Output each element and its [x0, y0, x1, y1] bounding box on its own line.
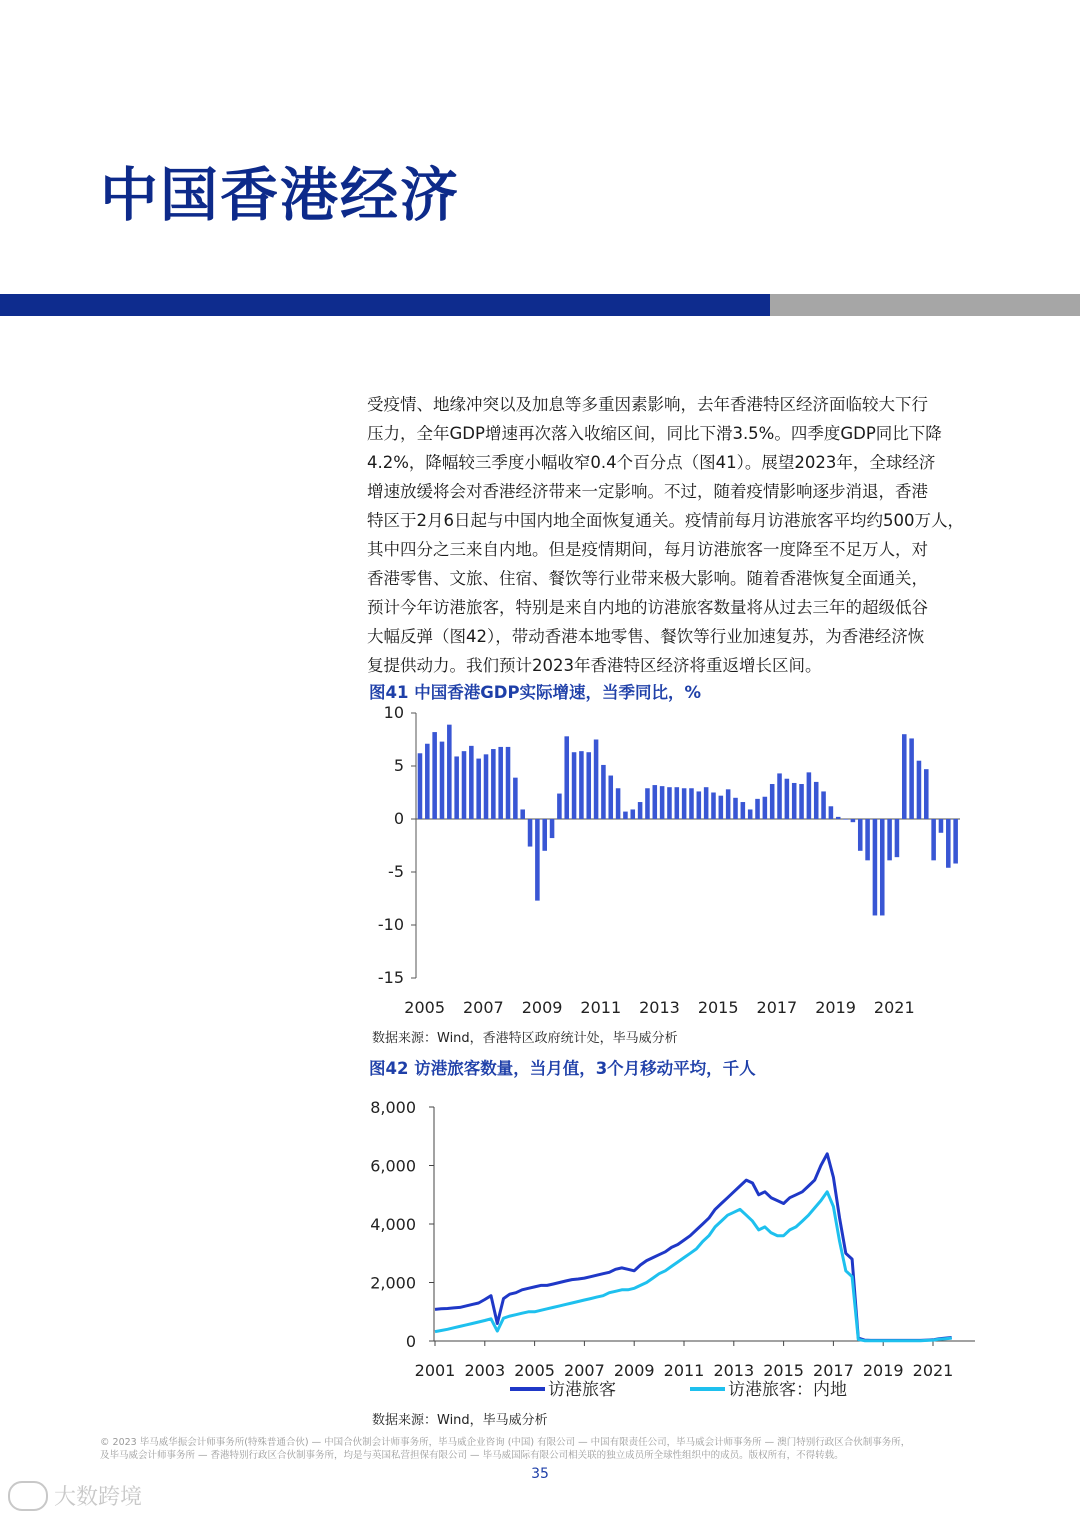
gdp-bar [836, 817, 841, 819]
gdp-bar [447, 725, 452, 819]
gdp-bar [821, 791, 826, 819]
gdp-bar [697, 791, 702, 819]
footer-copyright [100, 1436, 990, 1462]
x-tick-label: 2019 [815, 998, 856, 1017]
fig41-source: 数据来源：Wind，香港特区政府统计处，毕马威分析 [372, 1031, 678, 1046]
watermark-text: 大数跨境 [54, 1485, 143, 1510]
gdp-bar [726, 789, 731, 819]
gdp-bar [520, 809, 525, 819]
body-line: 复提供动力。我们预计2023年香港特区经济将重返增长区间。 [367, 656, 822, 675]
body-line: 增速放缓将会对香港经济带来一定影响。不过，随着疫情影响逐步消退，香港 [367, 482, 928, 501]
x-tick-label: 2021 [912, 1361, 954, 1380]
gdp-bar [601, 765, 606, 819]
gdp-bar [498, 747, 503, 819]
page-number: 35 [531, 1466, 549, 1482]
body-line: 4.2%，降幅较三季度小幅收窄0.4个百分点（图41）。展望2023年，全球经济 [367, 453, 936, 472]
gdp-bar [711, 793, 716, 820]
x-tick-label: 2013 [713, 1361, 755, 1380]
gdp-bar [425, 744, 430, 819]
gdp-bar [572, 752, 577, 819]
footer-line: 及毕马威会计师事务所 — 香港特别行政区合伙制事务所，均是与英国私营担保有限公司 — 毕马威国际有限公司相关联的独立成员所全球性组织中的成员。版权所有，不得转载。 [100, 1450, 844, 1461]
y-tick-label: 6,000 [370, 1156, 416, 1176]
y-tick-label: 8,000 [370, 1098, 416, 1117]
gdp-bar [550, 819, 555, 838]
body-line: 特区于2月6日起与中国内地全面恢复通关。疫情前每月访港旅客平均约500万人， [367, 511, 964, 530]
gdp-bar [770, 784, 775, 819]
gdp-bar [440, 742, 445, 819]
x-tick-label: 2017 [756, 998, 798, 1017]
gdp-bar [418, 753, 423, 819]
watermark-logo-icon [8, 1481, 48, 1511]
gdp-bar [557, 794, 562, 819]
gdp-bar [843, 819, 848, 820]
footer-line: © 2023 毕马威华振会计师事务所(特殊普通合伙) — 中国合伙制会计师事务所，毕马威企业咨询 (中国) 有限公司 — 中国有限责任公司，毕马威会计师事务所 — 澳门特别行政区合伙制事务所， [100, 1437, 911, 1448]
gdp-bar [432, 732, 437, 819]
gdp-bar [865, 819, 870, 860]
gdp-bar [675, 787, 680, 819]
gdp-bar [542, 819, 547, 851]
y-tick-label: 10 [383, 703, 404, 722]
gdp-bar [858, 819, 863, 851]
gdp-bar [887, 819, 892, 860]
x-tick-label: 2007 [564, 1361, 605, 1380]
gdp-bar [476, 759, 481, 819]
x-tick-label: 2005 [404, 998, 446, 1017]
gdp-bar [608, 776, 613, 819]
gdp-bar [953, 819, 958, 864]
gdp-bar [667, 787, 672, 819]
gdp-bar [895, 819, 900, 857]
body-line: 压力，全年GDP增速再次落入收缩区间，同比下滑3.5%。四季度GDP同比下降 [367, 424, 942, 443]
y-tick-label: 4,000 [370, 1215, 416, 1234]
gdp-bar [638, 802, 643, 819]
gdp-bar [829, 806, 834, 819]
series-line [435, 1154, 952, 1341]
y-tick-label: 0 [393, 809, 404, 828]
x-tick-label: 2013 [639, 998, 680, 1017]
y-tick-label: -5 [388, 862, 404, 881]
body-line: 受疫情、地缘冲突以及加息等多重因素影响，去年香港特区经济面临较大下行 [367, 395, 928, 414]
gdp-bar [528, 819, 533, 847]
fig42-source: 数据来源：Wind，毕马威分析 [372, 1413, 548, 1428]
page-title: 中国香港经济 [100, 161, 461, 229]
gdp-bar [851, 819, 856, 822]
gdp-bar [792, 783, 797, 819]
header-band-blue [0, 294, 770, 316]
body-line: 其中四分之三来自内地。但是疫情期间，每月访港旅客一度降至不足万人，对 [367, 540, 928, 559]
gdp-bar [513, 778, 518, 819]
gdp-bar [777, 773, 782, 819]
gdp-bar [630, 809, 635, 819]
gdp-bar [660, 786, 665, 819]
gdp-bar [939, 819, 944, 833]
legend-label: 访港旅客 [548, 1380, 616, 1400]
gdp-bar [469, 746, 474, 819]
body-paragraph [367, 390, 987, 680]
gdp-bar [873, 819, 878, 915]
gdp-bar [616, 788, 621, 819]
gdp-bar [462, 751, 467, 819]
gdp-bar [454, 756, 459, 819]
x-tick-label: 2009 [521, 998, 563, 1017]
gdp-bar [917, 761, 922, 819]
watermark [8, 1480, 142, 1511]
gdp-bar [763, 797, 768, 819]
x-tick-label: 2009 [613, 1361, 655, 1380]
gdp-bar [491, 749, 496, 819]
y-tick-label: 0 [405, 1332, 416, 1351]
fig42-title: 图42 访港旅客数量，当月值，3个月移动平均，千人 [369, 1059, 756, 1078]
x-tick-label: 2007 [463, 998, 504, 1017]
body-line: 香港零售、文旅、住宿、餐饮等行业带来极大影响。随着香港恢复全面通关， [367, 569, 928, 588]
gdp-bar [902, 734, 907, 819]
legend-label: 访港旅客：内地 [728, 1380, 847, 1400]
x-tick-label: 2001 [414, 1361, 456, 1380]
gdp-bar [586, 752, 591, 819]
x-tick-label: 2011 [663, 1361, 705, 1380]
gdp-bar [623, 812, 628, 819]
gdp-bar [924, 769, 929, 819]
header-band-grey [770, 294, 1080, 316]
x-tick-label: 2005 [514, 1361, 555, 1380]
gdp-bar [733, 798, 738, 819]
fig42-visitors-chart [360, 1092, 990, 1404]
gdp-bar [564, 736, 569, 819]
gdp-bar [946, 819, 951, 868]
gdp-bar [880, 819, 885, 915]
x-tick-label: 2019 [862, 1361, 904, 1380]
gdp-bar [741, 802, 746, 819]
y-tick-label: 5 [393, 756, 404, 775]
x-tick-label: 2017 [813, 1361, 854, 1380]
fig41-title: 图41 中国香港GDP实际增速，当季同比，% [369, 683, 702, 702]
gdp-bar [748, 809, 753, 819]
gdp-bar [594, 740, 599, 820]
gdp-bar [506, 747, 511, 819]
gdp-bar [645, 788, 650, 819]
gdp-bar [653, 785, 658, 819]
gdp-bar [785, 779, 790, 819]
gdp-bar [807, 772, 812, 819]
x-tick-label: 2011 [580, 998, 622, 1017]
gdp-bar [682, 788, 687, 819]
gdp-bar [799, 784, 804, 819]
body-line: 预计今年访港旅客，特别是来自内地的访港旅客数量将从过去三年的超级低谷 [367, 598, 928, 617]
x-tick-label: 2015 [697, 998, 739, 1017]
gdp-bar [704, 787, 709, 819]
x-tick-label: 2015 [763, 1361, 804, 1380]
gdp-bar [484, 754, 489, 819]
series-line [435, 1192, 952, 1341]
y-tick-label: 2,000 [370, 1273, 416, 1293]
gdp-bar [755, 799, 760, 819]
gdp-bar [579, 751, 584, 819]
gdp-bar [931, 819, 936, 860]
fig41-gdp-chart [360, 700, 980, 1025]
gdp-bar [535, 819, 540, 901]
gdp-bar [909, 738, 914, 819]
body-line: 大幅反弹（图42），带动香港本地零售、餐饮等行业加速复苏，为香港经济恢 [367, 627, 925, 646]
gdp-bar [719, 796, 724, 819]
x-tick-label: 2021 [873, 998, 915, 1017]
gdp-bar [689, 788, 694, 819]
y-tick-label: -10 [377, 915, 404, 934]
gdp-bar [814, 782, 819, 819]
x-tick-label: 2003 [464, 1361, 506, 1380]
y-tick-label: -15 [377, 968, 404, 987]
